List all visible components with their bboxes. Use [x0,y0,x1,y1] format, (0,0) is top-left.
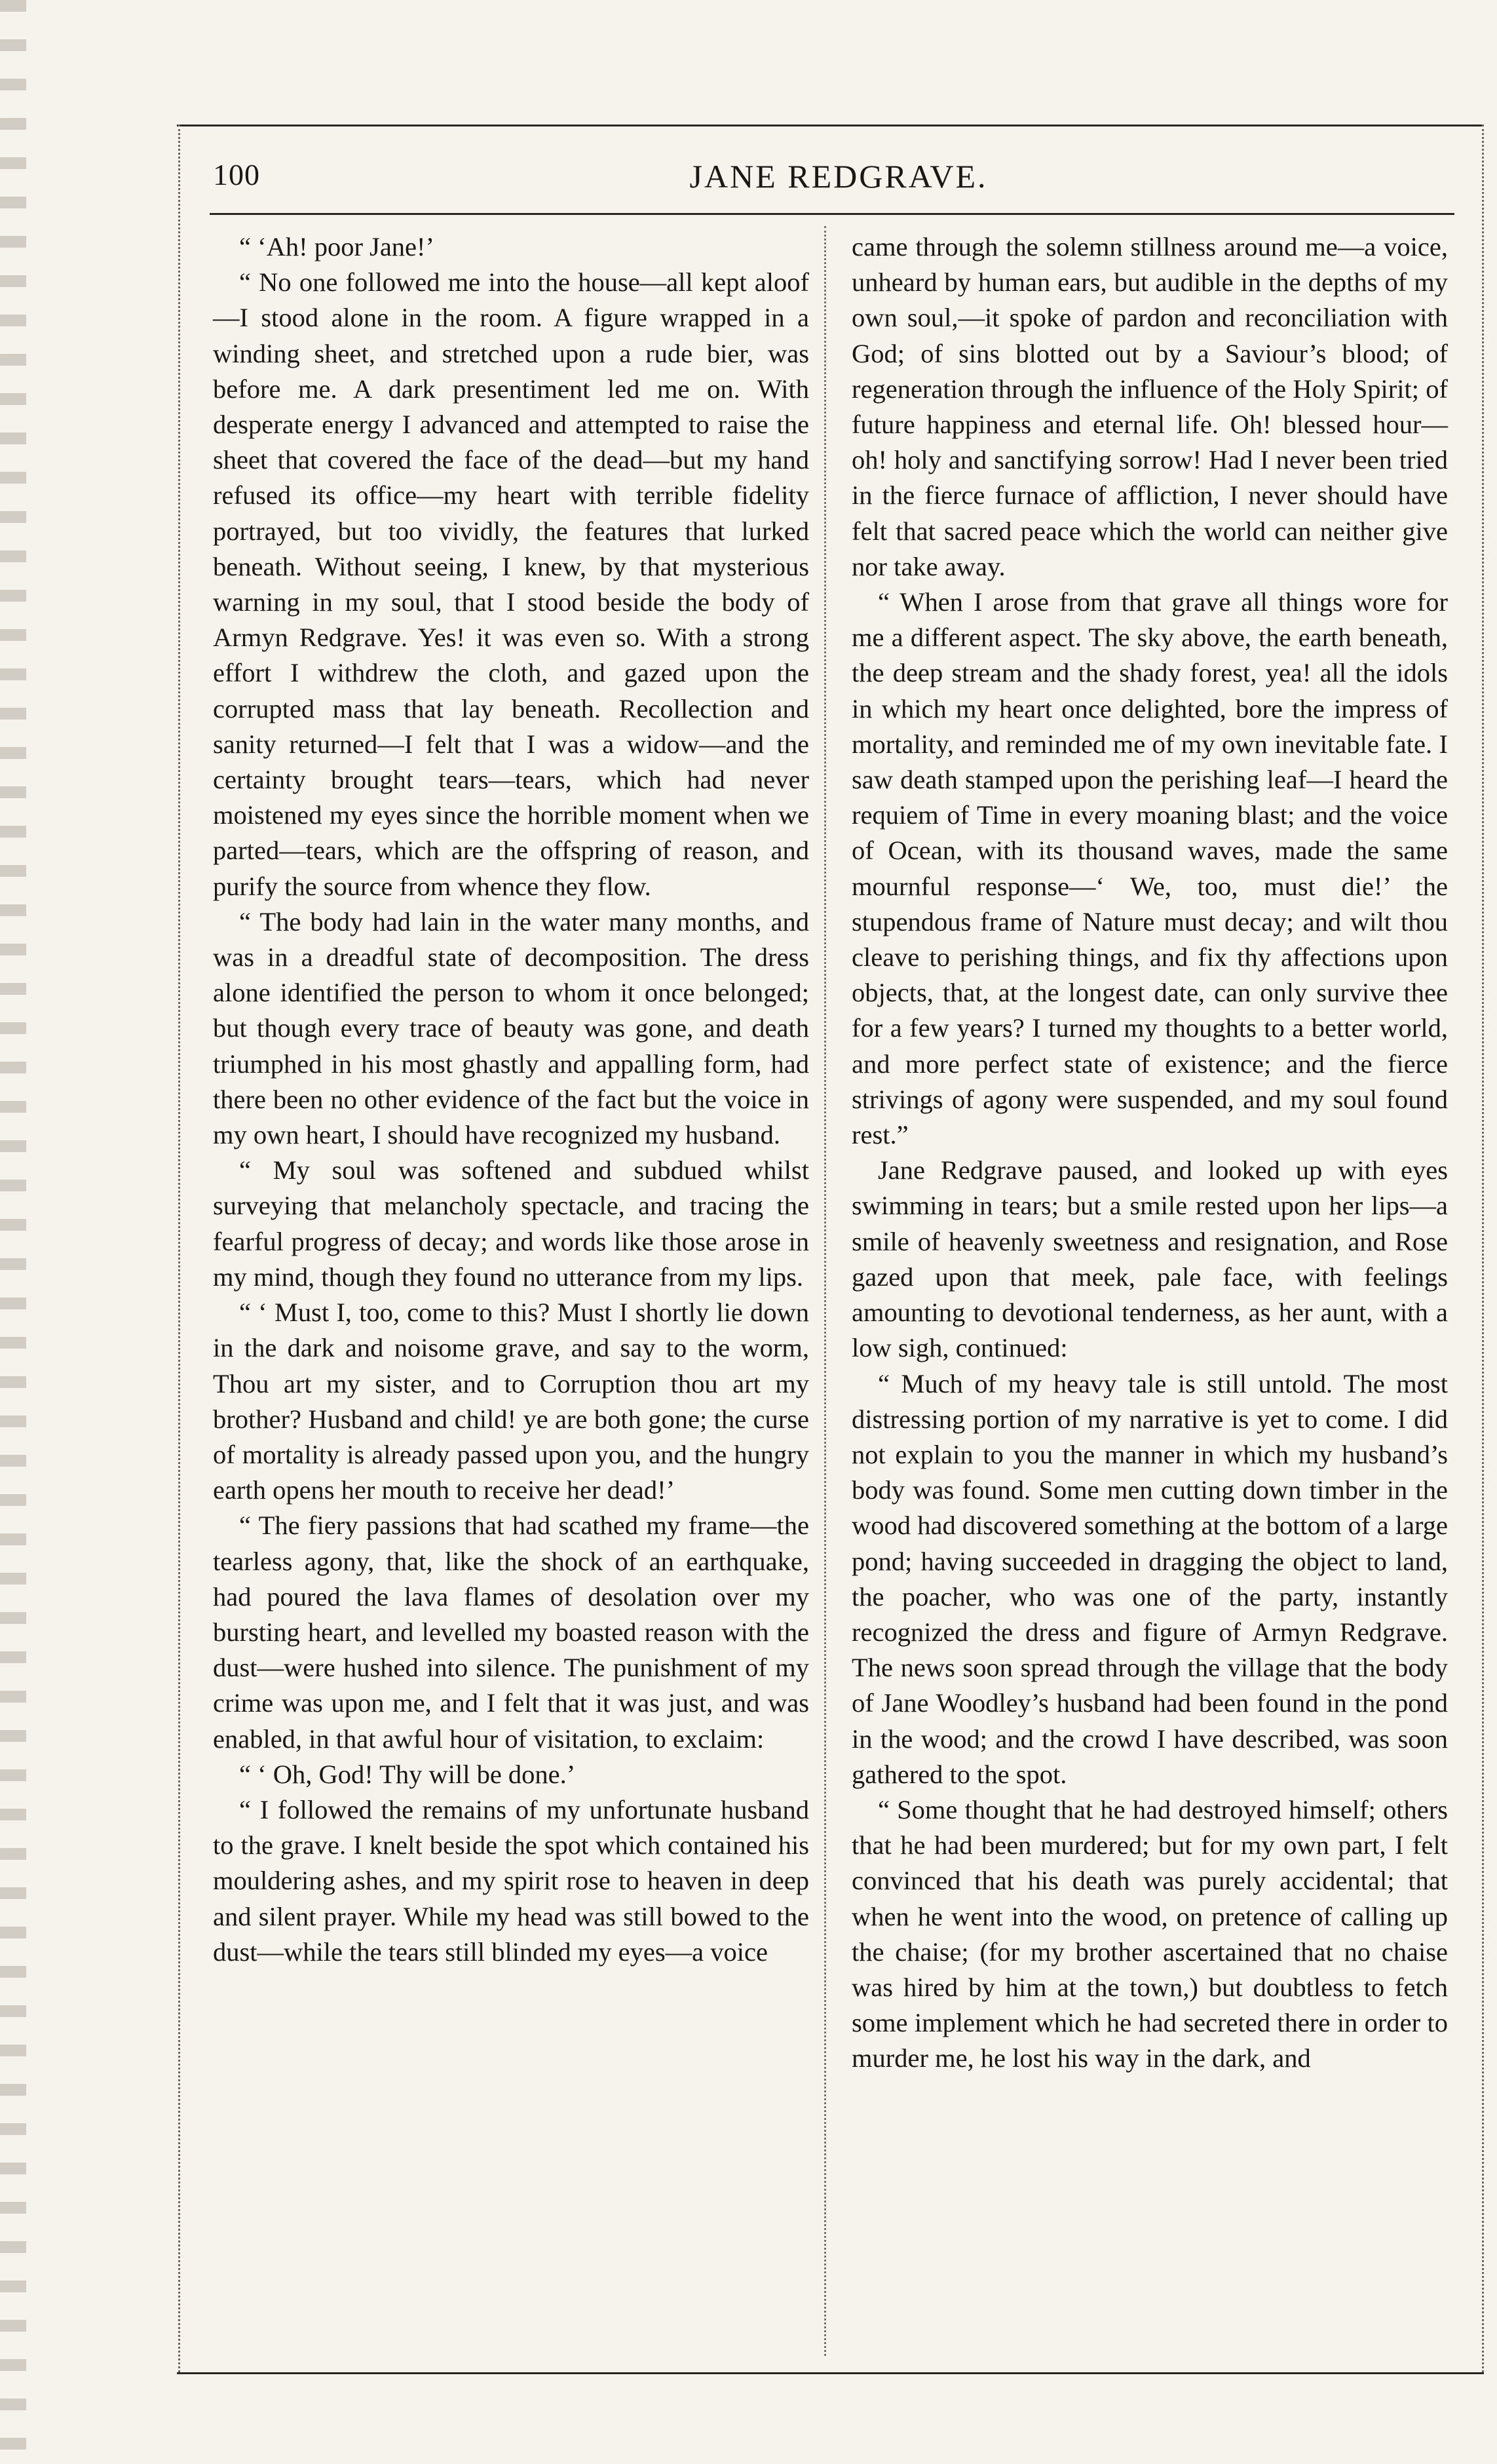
paragraph: “ Much of my heavy tale is still untold. The most distressing portion of my narrative is yet to come. I did not explain to you the manner in which my husband’s body was found. Some men cutting down timber in the wood had discovered something at the bottom of a large pond; having succeeded in dragging the object to land, the poacher, who was one of the party, instantly recognized the dress and figure of Armyn Redgrave. The news soon spread through the village that the body of Jane Woodley’s husband had been found in the pond in the wood; and the crowd I have described, was soon gathered to the spot. [852,1368,1448,1789]
running-title: JANE REDGRAVE. [689,158,988,195]
left-border-rule [178,125,180,2372]
paragraph: “ No one followed me into the house—all kept aloof—I stood alone in the room. A figure wrapped in a winding sheet, and stretched upon a rude bier, was before me. A dark presentiment led me on. With desperate energy I advanced and attempted to raise the sheet that covered the face of the dead—but my hand refused its office—my heart with terrible fidelity portrayed, but too vividly, the features that lurked beneath. Without seeing, I knew, by that mysterious warning in my soul, that I stood beside the body of Armyn Redgrave. Yes! it was even so. With a strong effort I withdrew the cloth, and gazed upon the corrupted mass that lay beneath. Recollection and sanity returned—I felt that I was a widow—and the certainty brought tears—tears, which had never moistened my eyes since the horrible moment when we parted—tears, which are the offspring of reason, and purify the source from whence they flow. [213,267,809,901]
top-border-rule [177,125,1484,126]
right-column [852,229,1448,2077]
left-column [213,229,809,1970]
right-border-rule [1482,125,1484,2372]
paragraph: “ I followed the remains of my unfortunate husband to the grave. I knelt beside the spot which contained his mouldering ashes, and my spirit rose to heaven in deep and silent prayer. While my head was still bowed to the dust—while the tears still blinded my eyes—a voice [213,1794,809,1967]
paragraph: “ ‘Ah! poor Jane!’ [239,232,434,261]
paragraph: “ When I arose from that grave all things wore for me a different aspect. The sky above, the earth beneath, the deep stream and the shady forest, yea! all the idols in which my heart once delighted, bore the impress of mortality, and reminded me of my own inevitable fate. I saw death stamped upon the perishing leaf—I heard the requiem of Time in every moaning blast; and the voice of Ocean, with its thousand waves, made the same mournful response—‘ We, too, must die!’ the stupendous frame of Nature must decay; and wilt thou cleave to perishing things, and fix thy affections upon objects, that, at the longest date, can only survive thee for a few years? I turned my thoughts to a better world, and more perfect state of existence; and the fierce strivings of agony were suspended, and my soul found rest.” [852,587,1448,1150]
paragraph: “ My soul was softened and subdued whilst surveying that melancholy spectacle, and tracing the fearful progress of decay; and words like those arose in my mind, though they found no utterance from my lips. [213,1155,809,1292]
paragraph: “ Some thought that he had destroyed himself; others that he had been murdered; but for my own part, I felt convinced that his death was purely accidental; that when he went into the wood, on pretence of calling up the chaise; (for my brother ascertained that no chaise was hired by him at the town,) but doubtless to fetch some implement which he had secreted there in order to murder me, he lost his way in the dark, and [852,1794,1448,2073]
paragraph: “ The body had lain in the water many months, and was in a dreadful state of decomposition. The dress alone identified the person to whom it once belonged; but though every trace of beauty was gone, and death triumphed in his most ghastly and appalling form, had there been no other evidence of the fact but the voice in my own heart, I should have recognized my husband. [213,906,809,1150]
paragraph: “ The fiery passions that had scathed my frame—the tearless agony, that, like the shock of an earthquake, had poured the lava flames of desolation over my bursting heart, and levelled my boasted reason with the dust—were hushed into silence. The punishment of my crime was upon me, and I felt that it was just, and was enabled, in that awful hour of visitation, to exclaim: [213,1511,809,1754]
page-edge-shadow [0,0,26,2464]
bottom-border-rule [177,2372,1484,2374]
paragraph: Jane Redgrave paused, and looked up with eyes swimming in tears; but a smile rested upon her lips—a smile of heavenly sweetness and resignation, and Rose gazed upon that meek, pale face, with feelings amounting to devotional tenderness, as her aunt, with a low sigh, continued: [852,1155,1448,1363]
paragraph: “ ‘ Oh, God! Thy will be done.’ [239,1759,576,1789]
paragraph: “ ‘ Must I, too, come to this? Must I shortly lie down in the dark and noisome grave, and say to the worm, Thou art my sister, and to Corruption thou art my brother? Husband and child! ye are both gone; the curse of mortality is already passed upon you, and the hungry earth opens her mouth to receive her dead!’ [213,1298,809,1505]
column-divider [824,226,826,2356]
paragraph-continued: came through the solemn stillness around me—a voice, unheard by human ears, but audible in the depths of my own soul,—it spoke of pardon and reconciliation with God; of sins blotted out by a Saviour’s blood; of regeneration through the influence of the Holy Spirit; of future happiness and eternal life. Oh! blessed hour—oh! holy and sanctifying sorrow! Had I never been tried in the fierce furnace of affliction, I never should have felt that sacred peace which the world can neither give nor take away. [852,232,1448,581]
header-rule [210,213,1454,215]
page-number: 100 [213,158,260,191]
